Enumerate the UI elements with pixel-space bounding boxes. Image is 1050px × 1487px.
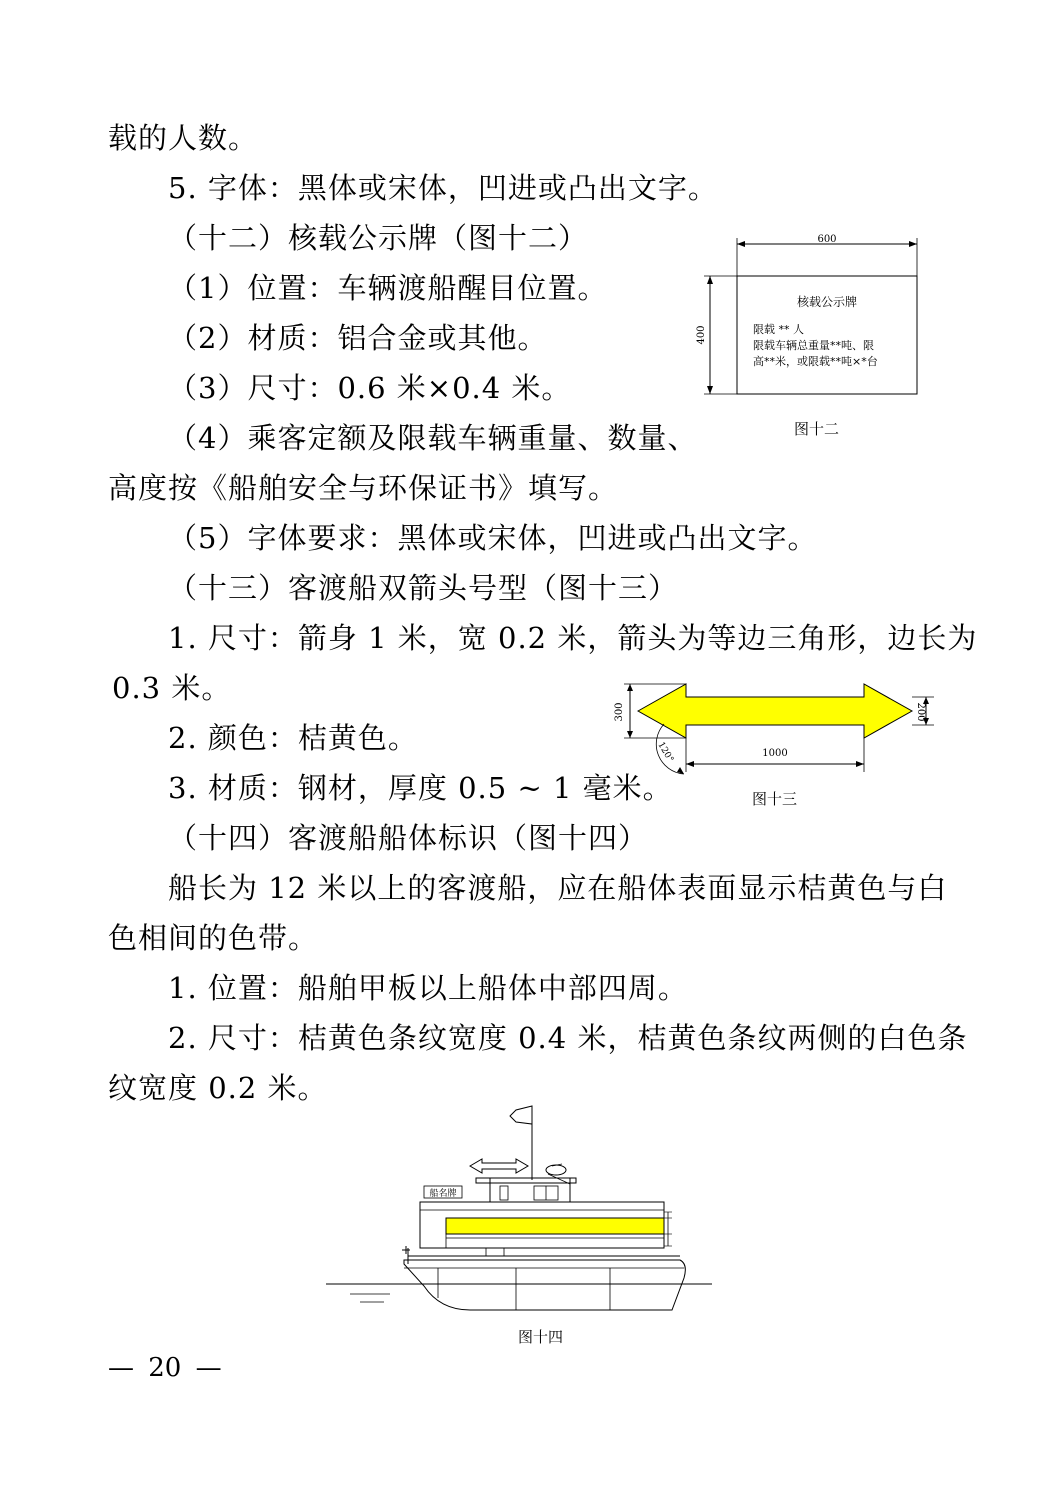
section-heading-13: （十三）客渡船双箭头号型（图十三） (168, 571, 679, 605)
orange-yellow-band (446, 1218, 664, 1234)
text-line-18: 1. 位置：船舶甲板以上船体中部四周。 (168, 971, 688, 1005)
sign-line-1: 限载 ** 人 (753, 323, 804, 336)
text-line-1: 载的人数。 (108, 121, 259, 155)
text-line-4: （1）位置：车辆渡船醒目位置。 (168, 271, 608, 305)
text-line-17: 色相间的色带。 (108, 921, 319, 955)
text-line-11: 1. 尺寸：箭身 1 米，宽 0.2 米，箭头为等边三角形，边长为 (168, 621, 978, 655)
figure-13-arrow-diagram (608, 676, 948, 786)
fig13-angle-label: 120° (655, 740, 675, 765)
section-heading-12: （十二）核载公示牌（图十二） (168, 221, 589, 255)
figure-12-caption: 图十二 (794, 420, 840, 438)
figure-13-caption: 图十三 (752, 790, 798, 808)
text-line-7: （4）乘客定额及限载车辆重量、数量、 (168, 421, 698, 455)
footer-dash-right: — (195, 1353, 222, 1383)
text-line-8: 高度按《船舶安全与环保证书》填写。 (108, 471, 619, 505)
fig13-body-label: 200 (915, 702, 926, 722)
fig13-height-label: 300 (614, 702, 625, 722)
fig12-height-label: 400 (696, 325, 707, 345)
footer-dash-left: — (108, 1353, 134, 1383)
sign-line-2: 限载车辆总重量**吨、限 (753, 339, 874, 352)
page-footer (108, 1352, 222, 1384)
text-line-16: 船长为 12 米以上的客渡船，应在船体表面显示桔黄色与白 (168, 871, 948, 905)
text-line-12: 0.3 米。 (112, 671, 232, 705)
sign-title: 核载公示牌 (796, 295, 858, 309)
double-arrow-shape (638, 684, 912, 738)
text-line-2: 5. 字体：黑体或宋体，凹进或凸出文字。 (168, 171, 718, 205)
text-line-14: 3. 材质：钢材，厚度 0.5 ~ 1 毫米。 (168, 771, 673, 805)
text-line-9: （5）字体要求：黑体或宋体，凹进或凸出文字。 (168, 521, 818, 555)
text-line-13: 2. 颜色：桔黄色。 (168, 721, 418, 755)
fig13-width-label: 1000 (762, 748, 788, 759)
figure-14-ferry-diagram (320, 1098, 730, 1323)
figure-12-sign-diagram (690, 230, 930, 410)
fig12-width-label: 600 (817, 234, 837, 245)
text-line-19: 2. 尺寸：桔黄色条纹宽度 0.4 米，桔黄色条纹两侧的白色条 (168, 1021, 968, 1055)
text-line-5: （2）材质：铝合金或其他。 (168, 321, 548, 355)
text-line-20: 纹宽度 0.2 米。 (108, 1071, 328, 1105)
text-line-6: （3）尺寸：0.6 米×0.4 米。 (168, 371, 572, 405)
figure-14-caption: 图十四 (518, 1328, 564, 1346)
page-number: 20 (148, 1353, 182, 1383)
fig14-nameplate-text: 船名牌 (429, 1189, 457, 1199)
sign-line-3: 高**米，或限载**吨×*台 (753, 355, 878, 368)
section-heading-14: （十四）客渡船船体标识（图十四） (168, 821, 649, 855)
